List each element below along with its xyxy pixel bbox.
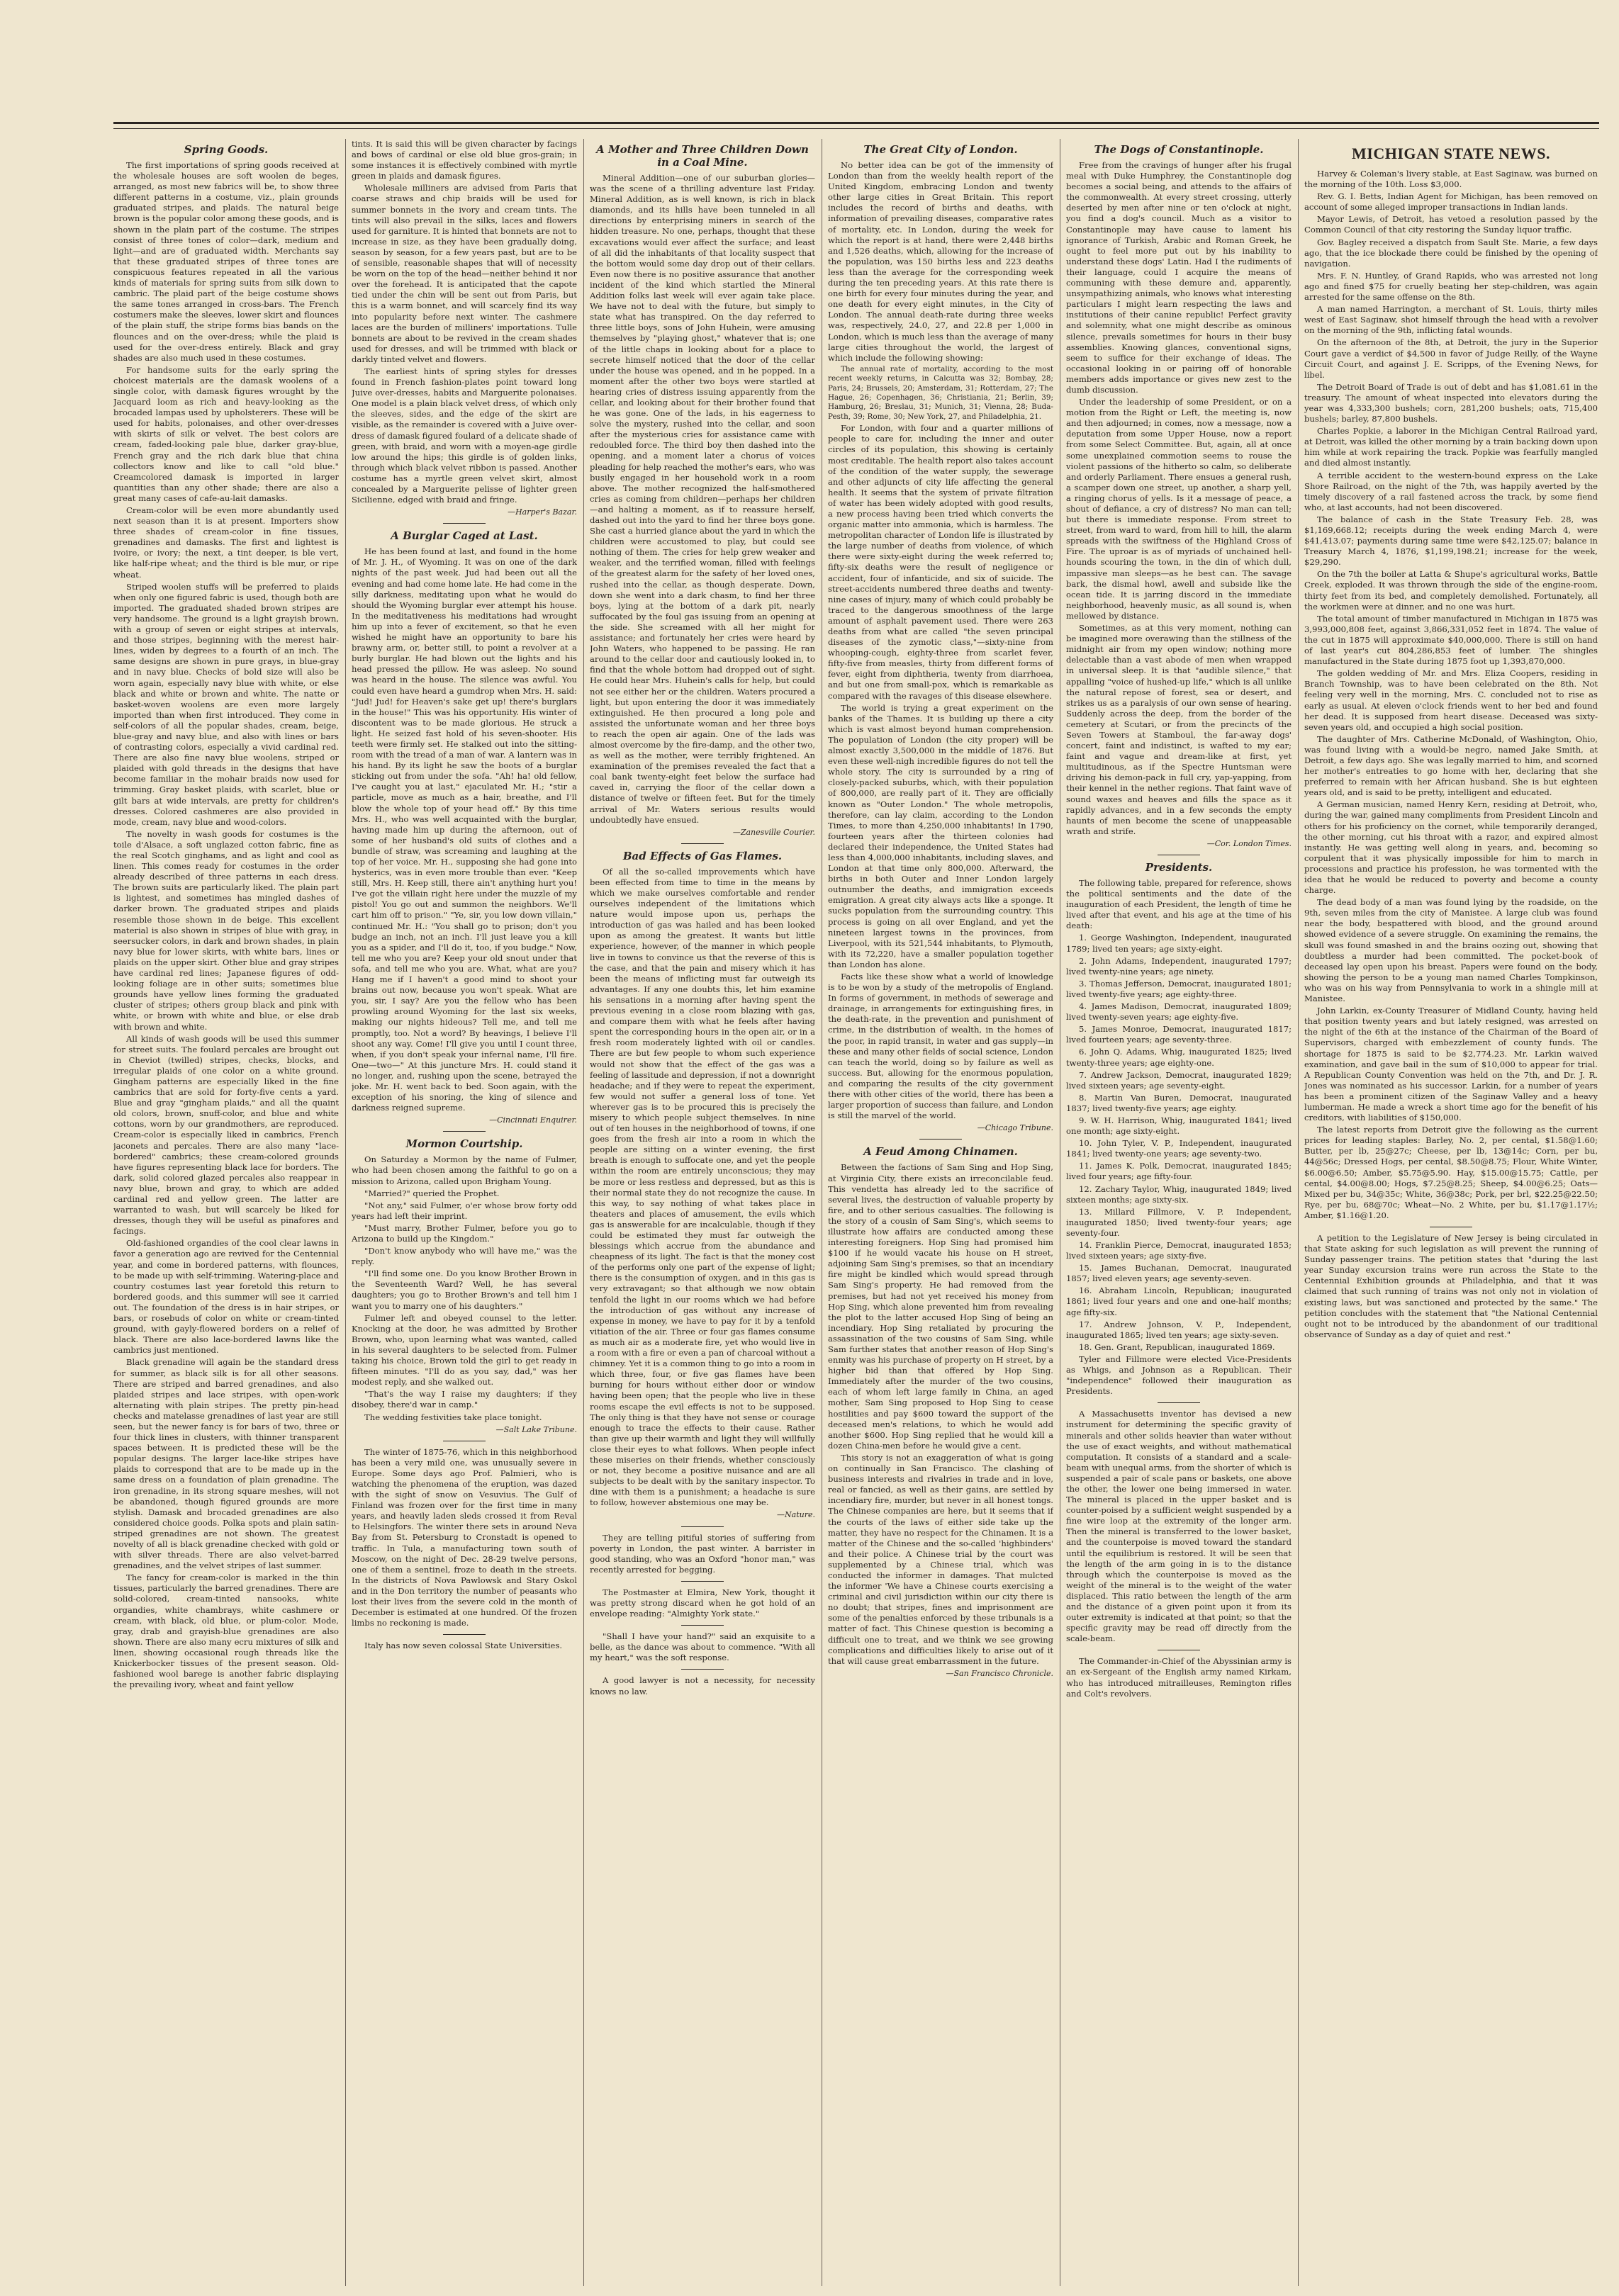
column-6 (1304, 139, 1598, 2286)
paragraph: Black grenadine will again be the standard dress for summer, as black silk is for all other seasons. There are striped and barred grenadines, and also plaided stripes and lace stripes, with open-work alternating with plain stripes. The pretty pin-head checks and matelasse grenadines of last year are still seen, but the newer fancy is for bars of two, three or four thick lines in clusters, with thinner transparent spaces between. It is predicted these will be the popular designs. The larger lace-like stripes have plaids to correspond that are to be made up in the same dress on a foundation of plain grenadine. The iron grenadine, in its strong square meshes, will not be abandoned, though figured grounds are more stylish. Damask and brocaded grenadines are also considered choice goods. Polka spots and plain satin-striped grenadines are not shown. The greatest novelty of all is black grenadine checked with gold or with silver threads. There are also velvet-barred grenadines, and the velvet stripes of last summer. (113, 1357, 339, 1571)
list-item: 2. John Adams, Independent, inaugurated 1797; lived twenty-nine years; age ninety. (1066, 955, 1292, 977)
list-item: 18. Gen. Grant, Republican, inaugurated 1869. (1079, 1341, 1275, 1352)
paragraph: The Postmaster at Elmira, New York, thought it was pretty strong discard when he got hold of an envelope reading: "Almighty York state." (590, 1587, 815, 1619)
news-item: Rev. G. I. Betts, Indian Agent for Michigan, has been removed on account of some alleged improper transactions in Indian lands. (1304, 191, 1598, 213)
column-1 (113, 139, 339, 2286)
news-item: On the 7th the boiler at Latta & Shupe's agricultural works, Battle Creek, exploded. It was thrown through the side of the engine-room, thirty feet from its bed, and completely demolished. Fortunately, all the workmen were at dinner, and no one was hurt. (1304, 569, 1598, 612)
top-rule (113, 122, 1599, 124)
article-title: Spring Goods. (184, 143, 269, 156)
news-item: The daughter of Mrs. Catherine McDonald, of Washington, Ohio, was found living with a would-be negro, named Jake Smith, at Detroit, a few days ago. She was legally married to him, and scorned her mother's entreaties to go home with her, declaring that she preferred to remain with her African husband. She is but eighteen years old, and is said to be pretty, intelligent and educated. (1304, 733, 1598, 798)
paragraph: The novelty in wash goods for costumes is the toile d'Alsace, a soft unglazed cotton fabric, fine as the real Scotch ginghams, and as light and cool as linen. This comes ready for costumes in the order already described of three patterns in each dress. The brown suits are particularly liked. The plain part is lightest, and sometimes has mingled dashes of darker brown. The graduated stripes and plaids resemble those shown in de beige. This excellent material is also shown in stripes of blue with gray, in seersucker colors, in dark and brown shades, in plain navy blue for lower skirts, with white bars, lines or plaids on the upper skirt. Other blue and gray stripes have cardinal red lines; Japanese figures of odd-looking foliage are in other suits; sometimes blue grounds have yellow lines forming the graduated cluster of stripes; others group black and pink with white, or brown with white and blue, or else drab with brown and white. (113, 828, 339, 1032)
news-item: The latest reports from Detroit give the following as the current prices for leading staples: Barley, No. 2, per cental, $1.58@1.60; Butter, per lb, 25@27c; Cheese, per lb, 13@14c; Corn, per bu, 44@56c; Dressed Hogs, per cental, $8.50@8.75; Flour, White Winter, $6.00@6.50; Amber, $5.75@5.90. Hay, $15.00@15.75; Cattle, per cental, $4.00@8.00; Hogs, $7.25@8.25; Sheep, $4.00@6.25; Oats—Mixed per bu, 34@35c; White, 36@38c; Pork, per brl, $22.25@22.50; Rye, per bu, 68@70c; Wheat—No. 2 White, per bu, $1.17@1.17½; Amber, $1.16@1.20. (1304, 1125, 1598, 1220)
news-item: Gov. Bagley received a dispatch from Sault Ste. Marie, a few days ago, that the ice blockade there could be finished by the opening of navigation. (1304, 237, 1598, 269)
news-item: A petition to the Legislature of New Jersey is being circulated in that State asking for such legislation as will prevent the running of Sunday passenger trains. The petition states that "during the last year Sunday excursion trains were run across the State to the Centennial Exhibition grounds at Philadelphia, and that it was claimed that such running of trains was not only not in violation of existing laws, but was sanctioned and protected by the same." The petition concludes with the statement that "the National Centennial ought not to be introduced by the abandonment of our traditional observance of Sunday as a day of quiet and rest." (1304, 1233, 1598, 1339)
paragraph: A good lawyer is not a necessity, for necessity knows no law. (590, 1675, 815, 1696)
list-item: 16. Abraham Lincoln, Republican; inaugurated 1861; lived four years and one and one-half months; age fifty-six. (1066, 1285, 1292, 1317)
article-title: A Feud Among Chinamen. (863, 1145, 1018, 1159)
paragraph: For handsome suits for the early spring the choicest materials are the damask woolens of a single color, with damask figures wrought by the Jacquard loom as rich and heavy-looking as the brocaded lampas used by upholsterers. These will be used for habits, polonaises, and other over-dresses with skirts of silk or velvet. The best colors are cream, faded-looking pale blue, darker gray-blue, French gray and the rich dark blue that china collectors know and like to call "old blue." Creamcolored damask is imported in larger quantities than any other shade; there are also a great many cases of cafe-au-lait damasks. (113, 364, 339, 503)
paragraph: "Must marry, Brother Fulmer, before you go to Arizona to build up the Kingdom." (352, 1222, 577, 1244)
list-item: 6. John Q. Adams, Whig, inaugurated 1825; lived twenty-three years; age eighty-one. (1066, 1047, 1292, 1068)
paragraph: The earliest hints of spring styles for dresses found in French fashion-plates point toward long Juive over-dresses, habits and Marguerite polonaises. One model is a plain black velvet dress, of which only the sleeves, sides, and the edge of the skirt are visible, as the remainder is covered with a Juive over-dress of damask figured foulard of a delicate shade of green, with braid, and worn with a moyen-age girdle low around the hips; this girdle is of golden links, through which black velvet ribbon is passed. Another costume has a myrtle green velvet skirt, almost concealed by a Marguerite pelisse of lighter green Sicilienne, edged with braid and fringe. (352, 366, 577, 505)
paragraph: Italy has now seven colossal State Universities. (364, 1641, 563, 1651)
paragraph: On Saturday a Mormon by the name of Fulmer, who had been chosen among the faithful to go on a mission to Arizona, called upon Brigham Young. (352, 1154, 577, 1186)
paragraph: "Married?" queried the Prophet. (364, 1188, 500, 1198)
paragraph: Striped woolen stuffs will be preferred to plaids when only one figured fabric is used, though both are imported. The graduated shaded brown stripes are very handsome. The ground is a light grayish brown, with a group of seven or eight stripes at intervals, and those stripes, beginning with the merest hair-lines, widen by degrees to a fourth of an inch. The same designs are shown in pure grays, in blue-gray and in navy blue. Checks of bold size will also be worn again, especially navy blue with white, or else black and white or brown and white. The natte or basket-woven woolens are even more largely imported than when first introduced. They come in self-colors of all the popular shades, cream, beige, blue-gray and navy blue, and also with lines or bars of contrasting colors, especially a vivid cardinal red. There are also fine navy blue woolens, striped or plaided with gold threads in the designs that have become familiar in the mohair braids now used for trimming. Gray basket plaids, with scarlet, blue or gilt bars at wide intervals, are pretty for children's dresses. Colored cashmeres are also provided in mode, cream, navy blue and wood-colors. (113, 581, 339, 827)
article-credit: —Cincinnati Enquirer. (489, 1115, 577, 1125)
article-credit: —Salt Lake Tribune. (495, 1424, 577, 1434)
paragraph: They are telling pitiful stories of suffering from poverty in London, the past winter. A barrister in good standing, who was an Oxford "honor man," was recently arrested for begging. (590, 1532, 815, 1575)
paragraph: Sometimes, as at this very moment, nothing can be imagined more overawing than the stillness of the midnight air from my open window; nothing more delectable than a vast abode of men when wrapped in universal sleep. It is that "audible silence," that appalling "voice of hushed-up life," which is all unlike the natural repose of forest, sea or desert, and strikes us as a paralysis of our own sense of hearing. Suddenly across the deep, from the border of the cemetery at Scutari, or from the precincts of the Seven Towers at Stamboul, the far-away dogs' concert, faint and indistinct, is wafted to my ear; faint and vague and dream-like at first, yet multitudinous, as if the Spectre Huntsman were driving his demon-pack in full cry, yap-yapping, from their kennel in the nether regions. That faint wave of sound waxes and heaves and fills the space as it rapidly advances, and in a few seconds the empty haunts of men become the scene of unappeasable wrath and strife. (1066, 623, 1292, 836)
divider (681, 1625, 724, 1626)
column-divider (1298, 139, 1299, 2286)
news-item: Mrs. F. N. Huntley, of Grand Rapids, who was arrested not long ago and fined $75 for cruelly beating her step-children, was again arrested for the same offense on the 8th. (1304, 270, 1598, 303)
article-credit: —Harper's Bazar. (508, 507, 577, 517)
news-item: The golden wedding of Mr. and Mrs. Eliza Coopers, residing in Branch Township, was to have been celebrated on the 8th. Not feeling very well in the morning, Mrs. C. concluded not to rise as early as usual. At eleven o'clock friends went to her bed and found her dead. It is supposed from heart disease. Deceased was sixty-seven years old, and occupied a high social position. (1304, 668, 1598, 732)
paragraph: tints. It is said this will be given character by facings and bows of cardinal or else old blue gros-grain; in some instances it is effectively combined with myrtle green in plaids and damask figures. (352, 139, 577, 181)
paragraph: The annual rate of mortality, according to the most recent weekly returns, in Calcutta was 32; Bombay, 28; Paris, 24; Brussels, 20; Amsterdam, 31; Rotterdam, 27; The Hague, 26; Copenhagen, 36; Christiania, 21; Berlin, 39; Hamburg, 26; Breslau, 31; Munich, 31; Vienna, 28; Buda-Pesth, 39; Rome, 30; New York, 27, and Philadelphia, 21. (828, 364, 1053, 421)
list-item: 1. George Washington, Independent, inaugurated 1789; lived ten years; age sixty-eight. (1066, 933, 1292, 954)
divider (681, 1581, 724, 1582)
paragraph: This story is not an exaggeration of what is going on continually in San Francisco. The clashing of business interests and rivalries in trade and in love, real or fancied, as well as their gains, are settled by incendiary fire, murder, but never in all honest tongs. The Chinese companies are here, but it seems that if the courts of the laws of either side take up the matter, they have no respect for the Chinamen. It is a matter of the Chinese and the so-called 'highbinders' and their police. A Chinese trial by the court was supplemented by a Chinese trial, which was conducted the informer in damages. That mulcted the informer 'We have a Chinese courts exercising a criminal and civil jurisdiction within our city there is no doubt; that stripes, fines and imprisonment are some of the penalties enforced by these tribunals is a matter of fact. This Chinese question is becoming a difficult one to treat, and we think we see growing complications and difficulties likely to arise out of it that will cause great embarrassment in the future. (828, 1452, 1053, 1666)
column-2 (352, 139, 577, 2286)
divider (443, 523, 486, 524)
paragraph: No better idea can be got of the immensity of London than from the weekly health report of the United Kingdom, embracing London and twenty other large cities in Great Britain. This report includes the record of births and deaths, with information of prevailing diseases, comparative rates of mortality, etc. In London, during the week for which the report is at hand, there were 2,448 births and 1,526 deaths, which, allowing for the increase of the population, was 150 births less and 223 deaths less than the average for the corresponding week during the ten preceding years. At this rate there is one birth for every four minutes during the year, and one death for every eight minutes, in the City of London. The annual death-rate during three weeks was, respectively, 24.0, 27, and 22.8 per 1,000 in London, which is much less than the average of many large cities throughout the world, the largest of which include the following showing: (828, 160, 1053, 363)
article-title: Mormon Courtship. (405, 1137, 523, 1151)
news-item: Charles Popkie, a laborer in the Michigan Central Railroad yard, at Detroit, was killed the other morning by a train backing down upon him while at work repairing the track. Popkie was fearfully mangled and died almost instantly. (1304, 426, 1598, 468)
news-item: John Larkin, ex-County Treasurer of Midland County, having held that position twenty years and but lately resigned, was arrested on the night of the 6th at the instance of the Chairman of the Board of Supervisors, charged with embezzlement of county funds. The shortage for 1875 is said to be $2,774.23. Mr. Larkin waived examination, and gave bail in the sum of $10,000 to appear for trial. A Republican County Convention was held on the 7th, and Dr. J. R. Jones was nominated as his successor. Larkin, for a number of years has been a prominent citizen of the Saginaw Valley and a heavy lumberman. He made a wreck a short time ago for the benefit of his creditors, with liabilities of $150,000. (1304, 1006, 1598, 1123)
paragraph: Of all the so-called improvements which have been effected from time to time in the means by which we make ourselves comfortable and render ourselves independent of the limitations which nature would impose upon us, perhaps the introduction of gas was hailed and has been looked upon as among the greatest. It wants but little experience, however, of the manner in which people live in towns to convince us that the reverse of this is the case, and that the pain and misery which it has been the means of inflicting must far outweigh its advantages. If any one doubts this, let him examine his sensations in a morning after having spent the previous evening in a close room blazing with gas, and compare them with what he feels after having spent the corresponding hours in the open air, or in a fresh room moderately lighted with oil or candles. There are but few people to whom such experience would not show that the effect of the gas was a feeling of lassitude and depression, if not a downright headache; and if they were to repeat the experiment, few would not suffer a general loss of tone. Yet wherever gas is to be procured this is precisely the misery to which people subject themselves. In nine out of ten houses in the neighborhood of towns, if one goes from the fresh air into a room in which the people are sitting on a winter evening, the first breath is enough to suffocate one, and yet the people within the room are entirely unconscious; they may be more or less restless and depressed, but as this is their normal state they do not recognize the cause. In this way, to say nothing of what takes place in theaters and places of amusement, the evils which gas is answerable for are incalculable, though if they could be estimated they must far outweigh the blessings which accrue from the abundance and cheapness of its light. The fact is that the money cost of the performs only one part of the expense of light; there is the consumption of oxygen, and in this gas is very extravagant; so that although we now obtain tenfold the light in our rooms which we had before the introduction of gas without any increase of expense in money, we have to pay for it by a tenfold vitiation of the air. Three or four gas flames consume as much air as a moderate fire, yet who would live in a room with a fire or even a pan of charcoal without a chimney. Yet it is a common thing to go into a room in which three, four, or five gas flames have been burning for hours without either door or window having been open; that the people who live in these rooms escape the evil effects is not to be supposed. The only thing is that they have not sense or courage enough to trace the effects to their cause. Rather than give up their warmth and light they will willfully close their eyes to what follows. When people infect these miseries on their friends, whether consciously or not, they become a positive nuisance and are all subjects to be dealt with by the sanitary inspector. To dine with them is a punishment; a headache is sure to follow, however abstemious one may be. (590, 866, 815, 1508)
column-divider (345, 139, 346, 2286)
list-item: 14. Franklin Pierce, Democrat, inaugurated 1853; lived sixteen years; age sixty-five. (1066, 1240, 1292, 1261)
list-item: 9. W. H. Harrison, Whig, inaugurated 1841; lived one month; age sixty-eight. (1066, 1115, 1292, 1137)
list-item: 11. James K. Polk, Democrat, inaugurated 1845; lived four years; age fifty-four. (1066, 1161, 1292, 1182)
paragraph: Between the factions of Sam Sing and Hop Sing, at Virginia City, there exists an irreconcilable feud. This vendetta has already led to the sacrifice of several lives, the destruction of valuable property by fire, and to other serious casualties. The following is the story of a cousin of Sam Sing's, which seems to illustrate how affairs are conducted among these interesting foreigners. Hop Sing had promised him $100 if he would vacate his house on H street, adjoining Sam Sing's premises, so that an incendiary fire might be kindled which would spread through Sam Sing's property. He had removed from the premises, but had not yet received his money from Hop Sing, which alone prevented him from revealing the plot to the latter accused Hop Sing of being an incendiary. Hop Sing retaliated by procuring the assassination of the two cousins of Sam Sing, while Sam further states that another reason of Hop Sing's enmity was his purchase of property on H street, by a higher bid than that offered by Hop Sing. Immediately after the murder of the two cousins, each of whom left large family in China, an aged mother, Sam Sing proposed to Hop Sing to cease hostilities and pay $600 toward the support of the deceased men's relations, to which he would add another $600. Hop Sing replied that he would kill a dozen China-men before he would give a cent. (828, 1162, 1053, 1451)
paragraph: "Don't know anybody who will have me," was the reply. (352, 1246, 577, 1267)
paragraph: The following table, prepared for reference, shows the political sentiments and the date of the inauguration of each President, the length of time he lived after that event, and his age at the time of his death: (1066, 878, 1292, 931)
article-credit: —San Francisco Chronicle. (946, 1668, 1053, 1678)
news-item: Mayor Lewis, of Detroit, has vetoed a resolution passed by the Common Council of that city restoring the Sunday liquor traffic. (1304, 214, 1598, 235)
article-title: A Mother and Three Children Down in a Coal Mine. (596, 143, 809, 169)
article-credit: —Nature. (777, 1510, 815, 1520)
paragraph: For London, with four and a quarter millions of people to care for, including the inner and outer circles of its population, this showing is certainly most creditable. The health report also takes account of the condition of the water supply, the sewerage and other adjuncts of city life affecting the general health. It seems that the system of private filtration of water has been widely adopted with good results, a new process having been tried which converts the organic matter into ammonia, which is harmless. The metropolitan character of London life is illustrated by the large number of deaths from violence, of which there were sixty-eight during the week referred to; fifty-six deaths were the result of negligence or accident, four of infanticide, and six of suicide. The street-accidents numbered three deaths and twenty-nine cases of injury, many of which could probably be traced to the dangerous smoothness of the large amount of asphalt pavement used. There were 263 deaths from what are called "the seven principal diseases of the zymotic class,"—sixty-nine from whooping-cough, eighty-three from scarlet fever, fifty-five from measles, thirty from different forms of fever, eight from diphtheria, twenty from diarrhoea, and but one from small-pox, which is remarkable as compared with the ravages of this disease elsewhere. (828, 423, 1053, 701)
list-item: 13. Millard Fillmore, V. P. Independent, inaugurated 1850; lived twenty-four years; age seventy-four. (1066, 1206, 1292, 1238)
paragraph: The world is trying a great experiment on the banks of the Thames. It is building up there a city which is vast almost beyond human comprehension. The population of London (the city proper) will be almost exactly 3,500,000 in the middle of 1876. But even these well-nigh incredible figures do not tell the whole story. The city is surrounded by a ring of closely-packed suburbs, which, with their population of 800,000, are really part of it. They are officially known as "Outer London." The whole metropolis, therefore, can lay claim, according to the London Times, to more than 4,250,000 inhabitants! In 1790, fourteen years after the thirteen colonies had declared their independence, the United States had less than 4,000,000 inhabitants, including slaves, and London at that time only 800,000. Afterward, the births in both Outer and Inner London largely outnumber the deaths, and immigration exceeds emigration. A great city always acts like a sponge. It sucks population from the surrounding country. This process is going on all over England, and yet the nineteen largest towns in the provinces, from Liverpool, with its 521,544 inhabitants, to Plymouth, with its 72,220, have a smaller population together than London has alone. (828, 702, 1053, 969)
news-item: A terrible accident to the western-bound express on the Lake Shore Railroad, on the night of the 7th, was happily averted by the timely discovery of a rail fastened across the track, by some fiend who, at last accounts, had not been discovered. (1304, 470, 1598, 512)
news-item: The balance of cash in the State Treasury Feb. 28, was $1,169,668.12; receipts during the week ending March 4, were $41,413.07; payments during same time were $42,125.07; balance in Treasury March 4, 1876, $1,199,198.21; increase for the week, $29,290. (1304, 514, 1598, 568)
list-item: 8. Martin Van Buren, Democrat, inaugurated 1837; lived twenty-five years; age eighty. (1066, 1092, 1292, 1113)
paragraph: Wholesale milliners are advised from Paris that coarse straws and chip braids will be used for summer bonnets in the ivory and cream tints. The tints will also prevail in the silks, laces and flowers used for garniture. It is hinted that bonnets are not to increase in size, as they have been gradually doing, season by season, for a few years past, but are to be of sensible, reasonable shapes that will of necessity be worn on the top of the head—neither behind it nor over the forehead. It is anticipated that the capote tied under the chin will be sent out from Paris, but this is a warm bonnet, and will scarcely find its way into popularity before next winter. The cashmere laces are the burden of milliners' importations. Tulle bonnets are about to be revived in the cream shades used for dresses, and will be trimmed with black or darkly tinted velvet and flowers. (352, 183, 577, 364)
article-credit: —Zanesville Courier. (732, 827, 815, 837)
article-title: Presidents. (1145, 861, 1213, 874)
paragraph: The fancy for cream-color is marked in the thin tissues, particularly the barred grenadines. There are solid-colored, cream-tinted nansooks, white organdies, white chambrays, white cashmere or cream, with black, old blue, or plum-color. Mode, gray, drab and grayish-blue grenadines are also shown. There are also many ecru mixtures of silk and linen, showing occasional rough threads like the Knickerbocker tissues of the present season. Old-fashioned wool barege is another fabric displaying the prevailing ivory, wheat and faint yellow (113, 1572, 339, 1690)
list-item: 12. Zachary Taylor, Whig, inaugurated 1849; lived sixteen months; age sixty-six. (1066, 1183, 1292, 1205)
top-rule-thin (113, 128, 1599, 129)
paragraph: Tyler and Fillmore were elected Vice-Presidents as Whigs, and Johnson as a Republican. Their "independence" followed their inauguration as Presidents. (1066, 1354, 1292, 1397)
article-title: The Dogs of Constantinople. (1094, 143, 1264, 156)
article-title: The Great City of London. (863, 143, 1018, 156)
paragraph: "That's the way I raise my daughters; if they disobey, there'd war in camp." (352, 1389, 577, 1410)
paragraph: The Commander-in-Chief of the Abyssinian army is an ex-Sergeant of the English army named Kirkam, who has introduced mitrailleuses, Remington rifles and Colt's revolvers. (1066, 1656, 1292, 1699)
news-item: The total amount of timber manufactured in Michigan in 1875 was 3,993,000,808 feet, against 3,866,331,052 feet in 1874. The value of the cut in 1875 will approximate $40,000,000. There is still on hand of last year's cut 804,286,853 feet of lumber. The shingles manufactured in the State during 1875 foot up 1,393,870,000. (1304, 613, 1598, 667)
paragraph: He has been found at last, and found in the home of Mr. J. H., of Wyoming. It was on one of the dark nights of the past week. Jud had been out all the evening and had come home late. He had come in the silly darkness, meditating upon what he would do should the Wyoming burglar ever attempt his house. In the meditativeness his meditations had wrought him up into a fever of excitement, so that he even wished he might have an opportunity to bare his brawny arm, or, better still, to point a revolver at a burly burglar. He had blown out the lights and his head pressed the pillow. He was asleep. No sound was heard in the house. The silence was awful. You could even have heard a gumdrop when Mrs. H. said: "Jud! Jud! for Heaven's sake get up! there's burglars in the house!" This was his opportunity. His winter of discontent was to be made glorious. He struck a light. He seized fast hold of his seven-shooter. His teeth were firmly set. He stalked out into the sitting-room with the tread of a man of war. A lantern was in his hand. By its light he saw the boots of a burglar sticking out from under the sofa. "Ah! ha! old fellow, I've caught you at last," ejaculated Mr. H.; "stir a particle, move as much as a hair, breathe, and I'll blow the whole top of your head off." By this time Mrs. H., who was well acquainted with the burglar, having made him up during the afternoon, out of some of her husband's old suits of clothes and a bundle of straw, was screaming and laughing at the top of her voice. Mr. H., supposing she had gone into hysterics, was in even more trouble than ever. "Keep still, Mrs. H. Keep still, there ain't anything hurt you! I've got the villain right here under the muzzle of my pistol! You go out and summon the neighbors. We'll cart him off to prison." "Ye, sir, you low down villain," continued Mr. H.: "You shall go to prison; don't you budge an inch, not an inch. I'll just leave you a kill you as a spider, and I'll do it, too, if you budge." Now, tell me who you are? Keep your old snout under that sofa, and tell me who you are. What, what are you? Hang me if I haven't a good mind to shoot your brains out now, because you won't speak. What are you, sir, I say? Are you the fellow who has been prowling around Wyoming for the last six weeks, making our nights hideous? Tell me, and tell me promptly, too. Not a word? By heavings, I believe I'll shoot any way. Come! I'll give you until I count three, when, if you don't speak your infernal name, I'll fire. One—two—" At this juncture Mrs. H. could stand it no longer, and, rushing upon the scene, betrayed the joke. Mr. H. went back to bed. Soon again, with the exception of his snoring, the king of silence and darkness reigned supreme. (352, 546, 577, 1113)
paragraph: Free from the cravings of hunger after his frugal meal with Duke Humphrey, the Constantinople dog becomes a social being, and attends to the affairs of the commonwealth. At every street crossing, utterly deserted by men after nine or ten o'clock at night, you find a dog's council. Much as a visitor to Constantinople may have cause to lament his ignorance of Turkish, Arabic and Roman Greek, he ought to feel more put out by his inability to understand these dogs' Latin. Had I the rudiments of their language, could I acquire the means of communing with these demure and, apparently, unsympathizing animals, who knows what interesting particulars I might learn respecting the laws and institutions of their canine republic! Perfect gravity and solemnity, what one might describe as ominous silence, prevails sometimes for hours in their busy assemblies. Knowing glances, conventional signs, seem to suffice for their exchange of ideas. The occasional looking in or pairing off of honorable members adds importance or gives new zest to the dumb discussion. (1066, 160, 1292, 395)
paragraph: Facts like these show what a world of knowledge is to be won by a study of the metropolis of England. In forms of government, in methods of sewerage and drainage, in arrangements for extinguishing fires, in the death-rate, in the prevention and punishment of crime, in the distribution of wealth, in the homes of the poor, in rapid transit, in water and gas supply—in these and many other fields of social science, London can teach the world, doing so by failure as well as success. But, allowing for the enormous population, and comparing the results of the city government there with other cities of the world, there has been a larger proportion of success than failure, and London is still the marvel of the world. (828, 972, 1053, 1121)
column-divider (583, 139, 584, 2286)
paragraph: Cream-color will be even more abundantly used next season than it is at present. Importers show three shades of cream-color in fine tissues, grenadines and damasks. The first and lightest is ivoire, or ivory; the next, a tint deeper, is ble vert, like half-ripe wheat; and the third is ble mur, or ripe wheat. (113, 505, 339, 580)
list-item: 4. James Madison, Democrat, inaugurated 1809; lived twenty-seven years; age eighty-five. (1066, 1001, 1292, 1023)
paragraph: All kinds of wash goods will be used this summer for street suits. The foulard percales are brought out in Cheviot (twilled) stripes, checks, blocks, and irregular plaids of one color on a white ground. Gingham patterns are especially liked in the fine cambrics that are sold for forty-five cents a yard. Blue and gray "gingham plaids," and all the quaint old colors, brown, snuff-color, and blue and white cottons, worn by our grandmothers, are reproduced. Cream-color is especially liked in cambrics, French jaconets and percales. There are also many "lace-bordered" cambrics; these cream-colored grounds have figures representing black lace for borders. The dark, solid colored glazed percales also reappear in navy blue, brown and gray, to which are added cardinal red and yellow green. The latter are warranted to wash, but will scarcely be liked for dresses, though they will be useful as pinafores and facings. (113, 1033, 339, 1237)
paragraph: Fulmer left and obeyed counsel to the letter. Knocking at the door, he was admitted by Brother Brown, who, upon learning what was wanted, called in his several daughters to be selected from. Fulmer taking his choice, Brown told the girl to get ready in fifteen minutes. "I'll do as you say, dad," was her modest reply, and she walked out. (352, 1312, 577, 1388)
divider (443, 1634, 486, 1635)
paragraph: Old-fashioned organdies of the cool clear lawns in favor a generation ago are revived for the Centennial year, and come in bordered patterns, with flounces, to be made up with self-trimming. Watering-place and country costumes last year foretold this return to bordered goods, and this summer will see it carried out. The foundation of the dress is in hair stripes, or bars, or rosebuds of color on white or cream-tinted ground, with gayly-flowered borders on a relief of black. There are also lace-bordered lawns like the cambrics just mentioned. (113, 1238, 339, 1356)
divider (681, 1526, 724, 1527)
list-item: 17. Andrew Johnson, V. P., Independent, inaugurated 1865; lived ten years; age sixty-seven. (1066, 1319, 1292, 1340)
divider (1158, 1402, 1200, 1403)
section-heading: MICHIGAN STATE NEWS. (1352, 145, 1550, 162)
paragraph: The first importations of spring goods received at the wholesale houses are soft woolen de beges, arranged, as most new fabrics will be, to show three different patterns in a costume, viz., plain grounds graduated stripes, and plaids. The natural beige brown is the popular color among these goods, and is shown in the plain part of the costume. The stripes consist of three tones of color—dark, medium and light—and are of graduated width. Merchants say that these graduated stripes of three tones are conspicuous features repeated in all the various kinds of materials for spring suits from silk down to cambric. The plaid part of the beige costume shows the same tones arranged in cross-bars. The French costumers make the sleeves, lower skirt and flounces of the plain stuff, the stripe forms bias bands on the flounces and on the over-dress; while the plaid is used for the over-dress entirely. Black and gray shades are also much used in these costumes. (113, 160, 339, 363)
paragraph: The wedding festivities take place tonight. (364, 1412, 542, 1422)
news-item: The dead body of a man was found lying by the roadside, on the 9th, seven miles from the city of Manistee. A large club was found near the body, bespattered with blood, and the ground around showed evidence of a severe struggle. On examining the remains, the skull was found smashed in and the brains oozing out, showing that doubtless a murder had been committed. The pocket-book of deceased lay open upon his breast. Papers were found on the body, showing the person to be a young man named Charles Tompkinson, who was on his way from Pennsylvania to work in a shingle mill at Manistee. (1304, 897, 1598, 1004)
news-item: On the afternoon of the 8th, at Detroit, the jury in the Superior Court gave a verdict of $4,500 in favor of Judge Reilly, of the Wayne Circuit Court, and against J. E. Scripps, of the Evening News, for libel. (1304, 337, 1598, 380)
list-item: 5. James Monroe, Democrat, inaugurated 1817; lived fourteen years; age seventy-three. (1066, 1024, 1292, 1045)
column-3 (590, 139, 815, 2286)
article-title: A Burglar Caged at Last. (391, 529, 538, 543)
column-4 (828, 139, 1053, 2286)
divider (681, 1669, 724, 1670)
list-item: 7. Andrew Jackson, Democrat, inaugurated 1829; lived sixteen years; age seventy-eight. (1066, 1069, 1292, 1091)
paragraph: Under the leadership of some President, or on a motion from the Right or Left, the meeting is, now and then adjourned; in comes, now a message, now a deputation from some Upper House, now a report from some Select Committee. But, again, all at once some unexplained commotion seems to rouse the violent passions of the hitherto so calm, so deliberate and orderly Parliament. There ensues a general rush, a scamper down one street, up another, a sharp yell, a ringing chorus of yells. Is it a message of peace, a shout of defiance, a cry of distress? No man can tell; but there is immediate response. From street to street, from ward to ward, from hill to hill, the alarm spreads with the swiftness of the Highland Cross of Fire. The uproar is as of myriads of unchained hell-hounds scouring the town, in the din of which dull, impassive man sleeps—as he best can. The savage bark, the dismal howl, awell and subside like the ocean tide. It is jarring discord in the immediate neighborhood, heavenly music, as all sound is, when mellowed by distance. (1066, 397, 1292, 621)
divider (681, 843, 724, 844)
news-item: Harvey & Coleman's livery stable, at East Saginaw, was burned on the morning of the 10th. Loss $3,000. (1304, 169, 1598, 190)
paragraph: "Not any," said Fulmer, o'er whose brow forty odd years had left their imprint. (352, 1200, 577, 1221)
article-credit: —Cor. London Times. (1206, 838, 1292, 848)
paragraph: A Massachusetts inventor has devised a new instrument for determining the specific gravity of minerals and other solids heavier than water without the use of exact weights, and without mathematical computation. It consists of a standard and a scale-beam with unequal arms, from the shorter of which is suspended a pair of scale pans or baskets, one above the other, the lower one being immersed in water. The mineral is placed in the upper basket and is counter-poised by a sufficient weight suspended by a fine wire loop at the extremity of the longer arm. Then the mineral is transferred to the lower basket, and the counterpoise is moved toward the standard until the equilibrium is restored. It will be seen that the length of the arm going in is to the distance through which the counterpoise is moved as the weight of the mineral is to the weight of the water displaced. This ratio between the length of the arm and the distance of a given point upon it from its outer extremity is indicated at that point; so that the specific gravity may be read off directly from the scale-beam. (1066, 1409, 1292, 1644)
list-item: 15. James Buchanan, Democrat, inaugurated 1857; lived eleven years; age seventy-seven. (1066, 1263, 1292, 1284)
paragraph: "I'll find some one. Do you know Brother Brown in the Seventeenth Ward? Well, he has several daughters; you go to Brother Brown's and tell him I want you to marry one of his daughters." (352, 1268, 577, 1311)
paragraph: The winter of 1875-76, which in this neighborhood has been a very mild one, was unusually severe in Europe. Some days ago Prof. Palmieri, who is watching the phenomena of the eruption, was dazed with the sight of snow on Vesuvius. The Gulf of Finland was frozen over for the first time in many years, and heavily laden sleds crossed it from Reval to Helsingfors. The winter there sets in around Neva Bay from St. Petersburg to Cronstadt is opened to traffic. In Tula, a manufacturing town south of Moscow, on the night of Dec. 28-29 twelve persons, one of them a sentinel, froze to death in the streets. In the districts of Nova Pawlowsk and Stary Oskol and in the Don territory the number of peasants who lost their lives from the severe cold in the month of December is estimated at one hundred. Of the frozen limbs no reckoning is made. (352, 1446, 577, 1628)
article-credit: —Chicago Tribune. (977, 1123, 1053, 1133)
list-item: 10. John Tyler, V. P., Independent, inaugurated 1841; lived twenty-one years; age seventy-two. (1066, 1138, 1292, 1159)
column-5 (1066, 139, 1292, 2286)
news-item: A German musician, named Henry Kern, residing at Detroit, who, during the war, gained many compliments from President Lincoln and others for his proficiency on the cornet, while temporarily deranged, the other morning, cut his throat with a razor, and expired almost instantly. He was getting well along in years, and, becoming so corpulent that it was physically impossible for him to march in processions and practice his profession, he was tormented with the idea that he would be reduced to poverty and become a county charge. (1304, 799, 1598, 896)
news-item: A man named Harrington, a merchant of St. Louis, thirty miles west of East Saginaw, shot himself through the head with a revolver on the morning of the 9th, inflicting fatal wounds. (1304, 304, 1598, 336)
article-title: Bad Effects of Gas Flames. (622, 849, 783, 862)
paragraph: "Shall I have your hand?" said an exquisite to a belle, as the dance was about to commence. "With all my heart," was the soft response. (590, 1631, 815, 1663)
paragraph: Mineral Addition—one of our suburban glories—was the scene of a thrilling adventure last Friday. Mineral Addition, as is well known, is rich in black diamonds, and its hills have been tunneled in all directions by enterprising miners in search of the hidden treasure. No one, perhaps, thought that these excavations would ever affect the surface; and least of all did the inhabitants of that locality suspect that the bottom would some day drop out of their cellars. Even now there is no positive assurance that another incident of the kind which startled the Mineral Addition folks last week will ever again take place. We have not to deal with the future, but simply to state what has transpired. On the day referred to three little boys, sons of John Huhein, were amusing themselves by "playing ghost," whatever that is; one of the little chaps in looking about for a place to secrete himself noticed that the door of the cellar under the house was opened, and in he popped. In a moment after the other two boys were startled at hearing cries of distress issuing apparently from the cellar, and looking about for their brother found that he was gone. One of the lads, in his eagerness to solve the mystery, rushed into the cellar, and soon after the mysterious cries for assistance came with redoubled force. The third boy then dashed into the opening, and a moment later a chorus of voices pleading for help reached the mother's ears, who was busily engaged in her household work in a room above. The mother recognized the half-smothered cries as coming from children—perhaps her children—and halting a moment, as if to reassure herself, dashed out into the yard to find her three boys gone. She cast a hurried glance about the yard in which the children were accustomed to play, but could see nothing of them. The cries for help grew weaker and weaker, and the terrified woman, filled with feelings of the greatest alarm for the safety of her loved ones, rushed into the cellar, as though desperate. Down, down she went into a dark chasm, to find her three boys, lying at the bottom of a dark pit, nearly suffocated by the foul gas issuing from an opening at the side. She screamed with all her might for assistance; and fortunately her cries were heard by John Waters, who happened to be passing. He ran around to the cellar door and cautiously looked in, to find that the whole bottom had dropped out of sight. He could hear Mrs. Huhein's calls for help, but could not see either her or the children. Waters procured a light, but upon entering the door it was immediately extinguished. He then procured a long pole and assisted the unfortunate woman and her three boys to reach the open air again. One of the lads was almost overcome by the fire-damp, and the other two, as well as the mother, were terribly frightened. An examination of the premises revealed the fact that a coal bank twenty-eight feet below the surface had caved in, carrying the floor of the cellar down a distance of twelve or fifteen feet. But for the timely arrival of Mr. Waters serious results would undoubtedly have ensued. (590, 173, 815, 825)
news-item: The Detroit Board of Trade is out of debt and has $1,081.61 in the treasury. The amount of wheat inspected into elevators during the year was 4,333,300 bushels; corn, 281,200 bushels; oats, 715,400 bushels; barley, 87,800 bushels. (1304, 381, 1598, 424)
divider (443, 1131, 486, 1132)
list-item: 3. Thomas Jefferson, Democrat, inaugurated 1801; lived twenty-five years; age eighty-three. (1066, 978, 1292, 999)
